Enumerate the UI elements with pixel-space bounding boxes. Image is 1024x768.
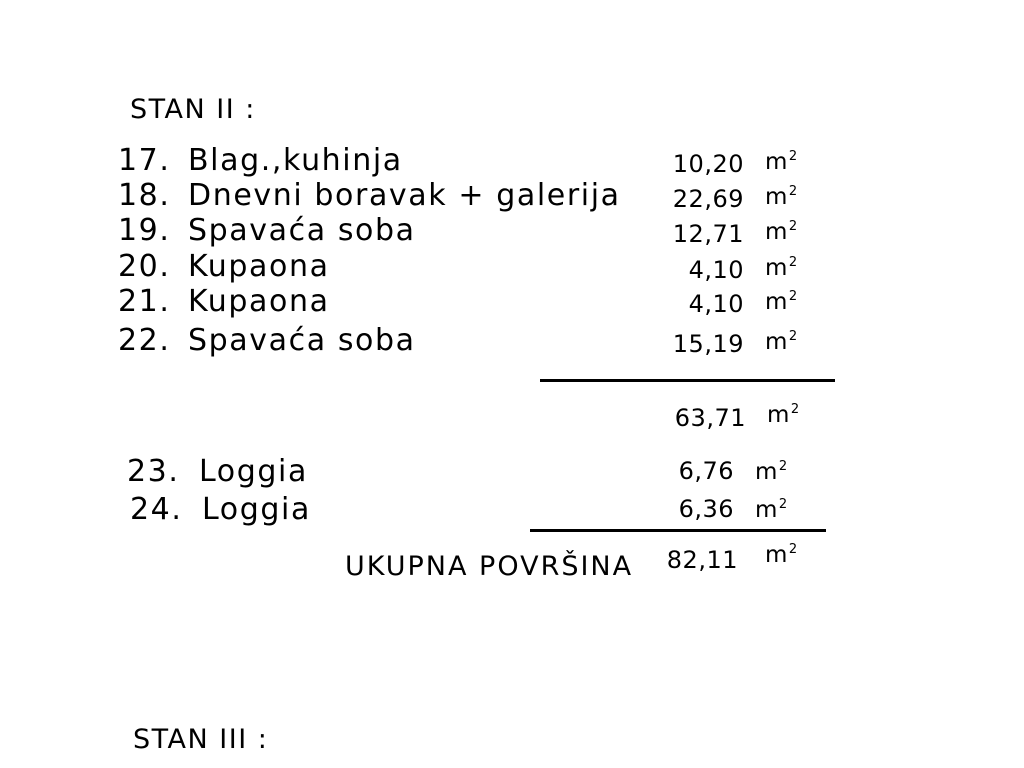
room-area: 22,69 <box>672 185 744 213</box>
room-name: Loggia <box>199 454 308 489</box>
area-unit: $m^2$ <box>765 255 798 281</box>
room-number: 17. <box>118 143 171 178</box>
room-area: 15,19 <box>672 330 744 358</box>
area-unit: $m^2$ <box>765 542 798 568</box>
room-number: 23. <box>127 454 180 489</box>
subtotal-divider <box>540 379 835 382</box>
room-name: Spavaća soba <box>188 323 416 358</box>
room-name: Spavaća soba <box>188 213 416 248</box>
total-area: 82,11 <box>666 546 738 574</box>
room-area: 6,36 <box>678 495 734 523</box>
subtotal-area: 63,71 <box>674 404 746 432</box>
room-name: Loggia <box>202 492 311 527</box>
room-number: 18. <box>118 178 171 213</box>
area-unit: $m^2$ <box>755 459 788 485</box>
room-area: 10,20 <box>672 150 744 178</box>
room-name: Blag.,kuhinja <box>188 143 403 178</box>
room-area: 12,71 <box>672 220 744 248</box>
room-number: 22. <box>118 323 171 358</box>
area-unit: $m^2$ <box>765 149 798 175</box>
apartment-heading: STAN III : <box>133 724 269 755</box>
room-name: Dnevni boravak + galerija <box>188 178 621 213</box>
area-unit: $m^2$ <box>755 497 788 523</box>
room-number: 19. <box>118 213 171 248</box>
area-unit: $m^2$ <box>765 289 798 315</box>
room-number: 21. <box>118 284 171 319</box>
room-area: 6,76 <box>678 457 734 485</box>
area-unit: $m^2$ <box>765 219 798 245</box>
area-unit: $m^2$ <box>767 402 800 428</box>
room-number: 24. <box>130 492 183 527</box>
area-unit: $m^2$ <box>765 329 798 355</box>
room-area: 4,10 <box>688 256 744 284</box>
area-unit: $m^2$ <box>765 184 798 210</box>
room-name: Kupaona <box>188 284 330 319</box>
room-number: 20. <box>118 249 171 284</box>
room-area: 4,10 <box>688 290 744 318</box>
total-label: UKUPNA POVRŠINA <box>345 551 634 582</box>
total-divider <box>530 529 826 532</box>
apartment-heading: STAN II : <box>130 94 256 125</box>
room-name: Kupaona <box>188 249 330 284</box>
